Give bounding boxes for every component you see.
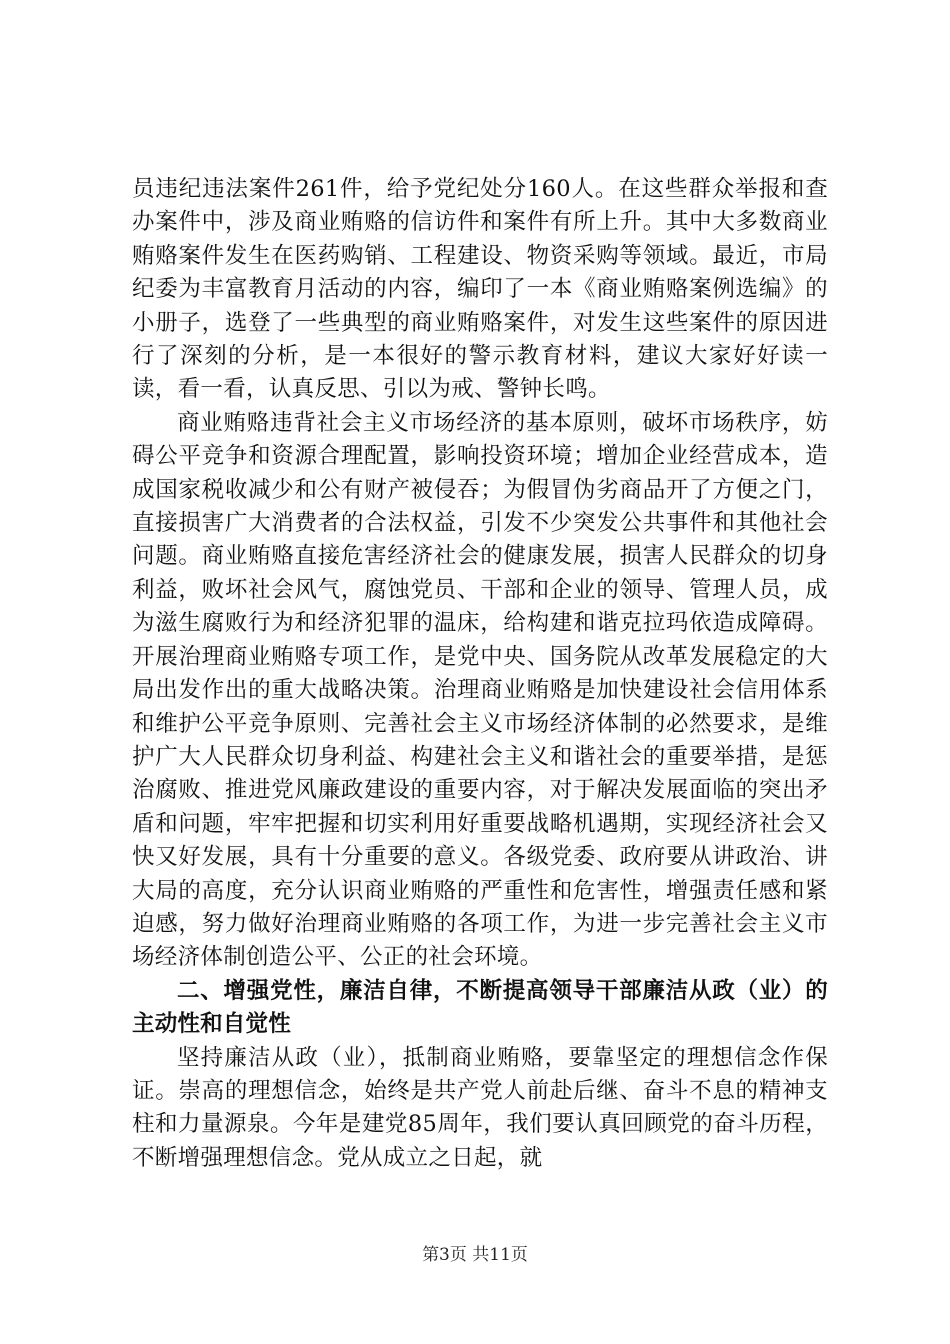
paragraph-case-statistics: 员违纪违法案件261件，给予党纪处分160人。在这些群众举报和查办案件中，涉及商业贿赂的信访件和案件有所上升。其中大多数商业贿赂案件发生在医药购销、工程建设、物资采购等领域。最近，市局纪委为丰富教育月活动的内容，编印了一本《商业贿赂案例选编》的小册子，选登了一些典型的商业贿赂案件，对发生这些案件的原因进行了深刻的分析，是一本很好的警示教育材料，建议大家好好读一读，看一看，认真反思、引以为戒、警钟长鸣。: [132, 176, 828, 403]
section-heading-two: 二、增强党性，廉洁自律，不断提高领导干部廉洁从政（业）的主动性和自觉性: [132, 977, 828, 1038]
document-body: [132, 173, 828, 1175]
paragraph-ideals-and-beliefs: 坚持廉洁从政（业），抵制商业贿赂，要靠坚定的理想信念作保证。崇高的理想信念，始终是共产党人前赴后继、奋斗不息的精神支柱和力量源泉。今年是建党85周年，我们要认真回顾党的奋斗历程，不断增强理想信念。党从成立之日起，就: [132, 1044, 828, 1171]
paragraph-commercial-bribery-harm: 商业贿赂违背社会主义市场经济的基本原则，破坏市场秩序，妨碍公平竞争和资源合理配置，影响投资环境；增加企业经营成本，造成国家税收减少和公有财产被侵吞；为假冒伪劣商品开了方便之门，直接损害广大消费者的合法权益，引发不少突发公共事件和其他社会问题。商业贿赂直接危害经济社会的健康发展，损害人民群众的切身利益，败坏社会风气，腐蚀党员、干部和企业的领导、管理人员，成为滋生腐败行为和经济犯罪的温床，给构建和谐克拉玛依造成障碍。开展治理商业贿赂专项工作，是党中央、国务院从改革发展稳定的大局出发作出的重大战略决策。治理商业贿赂是加快建设社会信用体系和维护公平竞争原则、完善社会主义市场经济体制的必然要求，是维护广大人民群众切身利益、构建社会主义和谐社会的重要举措，是惩治腐败、推进党风廉政建设的重要内容，对于解决发展面临的突出矛盾和问题，牢牢把握和切实利用好重要战略机遇期，实现经济社会又快又好发展，具有十分重要的意义。各级党委、政府要从讲政治、讲大局的高度，充分认识商业贿赂的严重性和危害性，增强责任感和紧迫感，努力做好治理商业贿赂的各项工作，为进一步完善社会主义市场经济体制创造公平、公正的社会环境。: [132, 409, 828, 971]
page-footer: 第3页 共11页: [422, 1245, 528, 1265]
